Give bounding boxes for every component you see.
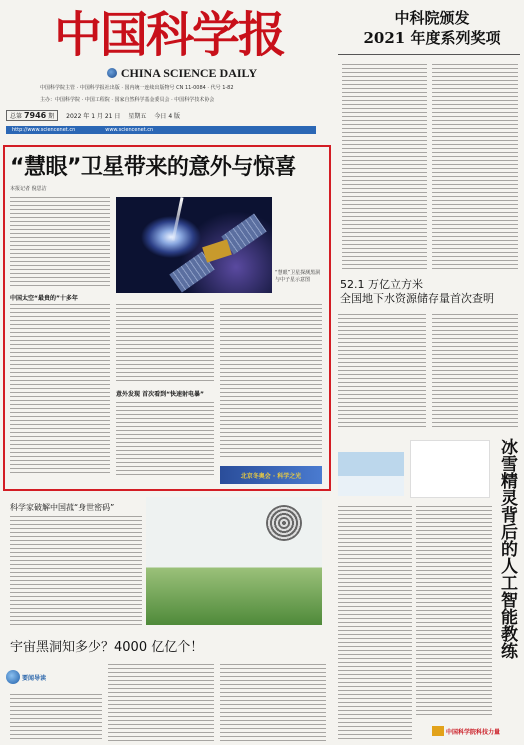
issue-pages: 今日 4 版	[154, 112, 181, 120]
ai-coach-headline[interactable]: 冰雪精灵背后的人工智能教练	[497, 438, 517, 659]
groundwater-headline-line1: 52.1 万亿立方米	[340, 278, 423, 291]
issue-date: 2022 年 1 月 21 日	[66, 112, 121, 120]
olympics-banner-text: 北京冬奥会 · 科学之光	[240, 472, 302, 480]
issue-label: 总第	[10, 112, 23, 120]
wild-rice-text	[10, 514, 142, 626]
lead-subheading-1: 中国太空“最贵的”十多年	[10, 295, 78, 302]
groundwater-headline-line2: 全国地下水资源储存量首次查明	[340, 292, 494, 305]
masthead-english-text: CHINA SCIENCE DAILY	[120, 65, 258, 80]
groundwater-headline[interactable]	[340, 278, 520, 306]
lead-subheading-2: 意外发现 首次看到“快速射电暴”	[116, 391, 204, 398]
divider	[338, 54, 520, 55]
lead-story-headline[interactable]: “慧眼”卫星带来的意外与惊喜	[10, 155, 296, 180]
footer-brand	[432, 724, 520, 738]
publisher-line: 中国科学院主管 · 中国科学报社出版 · 国内统一连续出版物号 CN 11-0084 · 代号 1-82	[40, 85, 234, 91]
masthead-title: 中国科学报	[53, 7, 284, 63]
website-bar	[6, 126, 316, 134]
awards-column-1	[342, 62, 427, 272]
awards-column-2	[432, 62, 518, 272]
black-hole-headline[interactable]: 宇宙黑洞知多少？4000 亿亿个！	[10, 640, 204, 655]
groundwater-column-2	[432, 312, 518, 430]
olympics-banner[interactable]	[220, 466, 322, 484]
rice-grain-inset	[266, 505, 302, 541]
black-hole-text-2	[108, 662, 214, 742]
groundwater-column-1	[338, 312, 426, 430]
lead-story-text-2	[10, 302, 110, 474]
ai-coach-column-2	[416, 504, 492, 718]
satellite-illustration	[116, 197, 272, 293]
lead-story-text-1	[10, 195, 110, 289]
sponsor-line: 主办：中国科学院 · 中国工程院 · 国家自然科学基金委员会 · 中国科学技术协会	[40, 97, 215, 103]
wild-rice-headline[interactable]: 科学家破解中国菰“身世密码”	[10, 503, 115, 512]
earth-icon	[6, 670, 20, 684]
skater-photo	[338, 452, 404, 496]
lead-story-text-3	[116, 302, 214, 384]
awards-headline	[342, 8, 522, 48]
lead-story-byline: 本报记者 倪思洁	[10, 186, 47, 192]
jet-beam	[171, 197, 183, 241]
issue-suffix: 期	[48, 112, 55, 120]
photo-caption: “慧眼”卫星探测黑洞与中子星示意图	[275, 270, 321, 283]
issue-bar	[6, 108, 316, 122]
masthead-english-title	[72, 66, 292, 80]
globe-icon	[107, 68, 117, 78]
website-link-left[interactable]: http://www.sciencenet.cn	[12, 127, 76, 133]
awards-headline-line2: 2021 年度系列奖项	[363, 29, 501, 47]
black-hole-text-3	[220, 662, 326, 742]
section-logo-text: 要闻导读	[22, 674, 47, 682]
footer-brand-text: 中国科学院科技力量	[446, 728, 501, 736]
section-logo	[6, 666, 50, 688]
black-hole-text-1	[10, 692, 102, 742]
wild-rice-photo	[146, 497, 322, 625]
lead-story-text-5	[220, 302, 322, 460]
website-link-right[interactable]: www.sciencenet.cn	[105, 127, 154, 133]
ai-coach-column-1	[338, 504, 412, 740]
brand-logo-icon	[432, 726, 444, 736]
satellite-body	[202, 239, 232, 262]
issue-weekday: 星期五	[128, 112, 147, 120]
lead-story-text-4	[116, 400, 214, 478]
issue-number-box	[6, 110, 58, 121]
awards-headline-line1: 中科院颁发	[394, 9, 470, 27]
issue-number: 7946	[23, 110, 47, 120]
pose-skeleton-figure	[410, 440, 490, 498]
